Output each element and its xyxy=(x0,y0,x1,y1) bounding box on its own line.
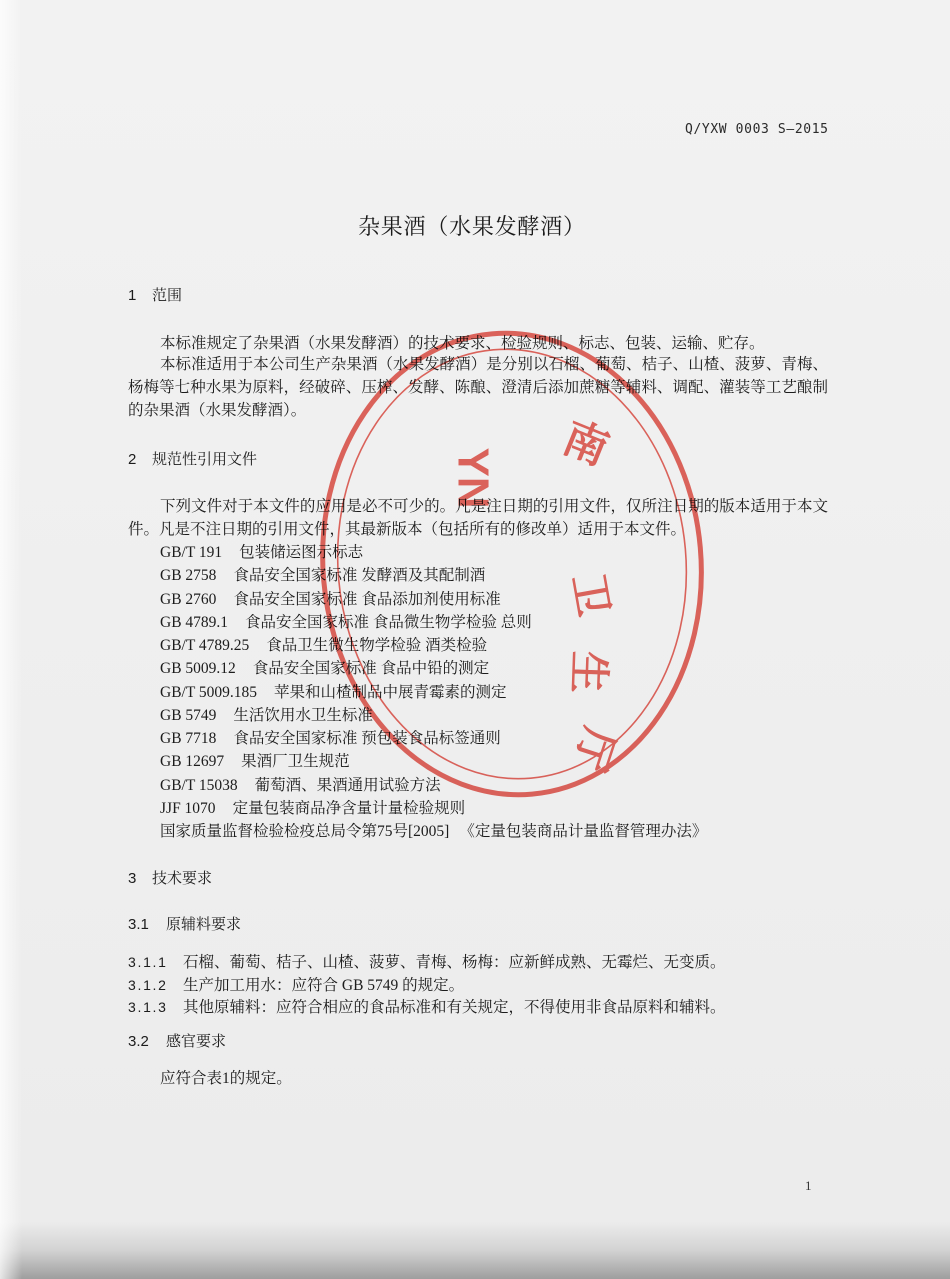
subsection-number: 3.1 xyxy=(128,916,149,933)
subsection-title: 感官要求 xyxy=(166,1033,227,1050)
section-3-heading xyxy=(128,868,212,890)
section-number: 3 xyxy=(128,870,137,887)
section-title: 规范性引用文件 xyxy=(152,451,258,468)
reference-code: GB 5009.12 xyxy=(160,660,236,678)
seal-lettering: 生 xyxy=(563,650,612,694)
reference-title: 苹果和山楂制品中展青霉素的测定 xyxy=(274,683,507,701)
reference-list xyxy=(160,541,828,843)
reference-item xyxy=(160,657,828,680)
reference-code: GB 2760 xyxy=(160,590,217,608)
clause-number: 3.1.1 xyxy=(128,954,168,970)
seal-lettering: 南 xyxy=(556,412,616,475)
reference-code: GB/T 15038 xyxy=(160,776,238,794)
reference-code: GB 12697 xyxy=(160,753,225,771)
reference-code: GB/T 5009.185 xyxy=(160,683,258,701)
section-1-heading xyxy=(128,285,182,307)
reference-title: 食品安全国家标准 预包装食品标签通则 xyxy=(233,730,501,747)
subsection-3-1-heading xyxy=(128,914,241,936)
reference-title: 葡萄酒、果酒通用试验方法 xyxy=(254,776,441,794)
subsection-title: 原辅料要求 xyxy=(166,916,242,933)
sensory-requirement-text: 应符合表1的规定。 xyxy=(160,1070,292,1087)
clause-text: 生产加工用水：应符合 GB 5749 的规定。 xyxy=(183,976,465,994)
reference-item xyxy=(160,797,828,820)
reference-code: GB 2758 xyxy=(160,567,217,585)
reference-title: 食品安全国家标准 发酵酒及其配制酒 xyxy=(233,567,486,585)
reference-code: GB 7718 xyxy=(160,730,217,747)
reference-title: 包装储运图示标志 xyxy=(239,544,364,561)
subsection-3-2-heading xyxy=(128,1031,226,1053)
references-intro-line-2: 件。凡是不注日期的引用文件，其最新版本（包括所有的修改单）适用于本文件。 xyxy=(128,521,687,538)
scope-paragraph-1: 本标准规定了杂果酒（水果发酵酒）的技术要求、检验规则、标志、包装、运输、贮存。 xyxy=(160,335,765,352)
reference-title: 定量包装商品净含量计量检验规则 xyxy=(232,799,466,817)
reference-title: 《定量包装商品计量监督管理办法》 xyxy=(459,823,708,840)
clause-text: 石榴、葡萄、桔子、山楂、菠萝、青梅、杨梅：应新鲜成熟、无霉烂、无变质。 xyxy=(183,954,726,971)
section-title: 范围 xyxy=(152,287,183,304)
reference-title: 食品安全国家标准 食品添加剂使用标准 xyxy=(233,590,501,608)
reference-title: 果酒厂卫生规范 xyxy=(241,753,350,771)
scan-edge xyxy=(0,0,22,1279)
reference-code: GB 4789.1 xyxy=(160,613,229,631)
scope-paragraph-2-line-1: 本标准适用于本公司生产杂果酒（水果发酵酒）是分别以石榴、葡萄、桔子、山楂、菠萝、青梅、 xyxy=(160,356,829,373)
reference-item xyxy=(160,820,828,843)
reference-item xyxy=(160,564,828,587)
reference-code: GB 5749 xyxy=(160,706,217,724)
reference-item xyxy=(160,750,828,773)
references-intro-line-1: 下列文件对于本文件的应用是必不可少的。凡是注日期的引用文件，仅所注日期的版本适用于本文 xyxy=(160,498,829,515)
reference-title: 食品安全国家标准 食品中铅的测定 xyxy=(252,660,490,678)
section-number: 1 xyxy=(128,287,137,304)
section-2-heading xyxy=(128,449,257,471)
reference-item xyxy=(160,634,828,657)
page-number: 1 xyxy=(805,1178,812,1193)
reference-code: 国家质量监督检验检疫总局令第75号[2005] xyxy=(160,823,450,840)
seal-lettering: 卫 xyxy=(563,570,616,621)
reference-item xyxy=(160,541,828,564)
reference-title: 食品安全国家标准 食品微生物学检验 总则 xyxy=(245,613,532,631)
subsection-number: 3.2 xyxy=(128,1033,149,1050)
standard-code: Q/YXW 0003 S—2015 xyxy=(685,122,829,137)
clause-item xyxy=(128,974,828,997)
clause-number: 3.1.3 xyxy=(128,999,168,1016)
reference-item xyxy=(160,774,828,797)
reference-title: 生活饮用水卫生标准 xyxy=(233,706,373,724)
reference-item xyxy=(160,704,828,727)
clause-list xyxy=(128,951,828,1019)
reference-code: JJF 1070 xyxy=(160,799,216,817)
reference-title: 食品卫生微生物学检验 酒类检验 xyxy=(266,637,488,654)
scope-paragraph-2-line-3: 的杂果酒（水果发酵酒）。 xyxy=(128,402,307,419)
section-title: 技术要求 xyxy=(152,870,213,887)
clause-number: 3.1.2 xyxy=(128,976,168,993)
seal-lettering: 厅 xyxy=(564,721,622,777)
document-title: 杂果酒（水果发酵酒） xyxy=(358,214,586,239)
reference-item xyxy=(160,588,828,611)
seal-lettering: YN xyxy=(448,447,498,509)
reference-item xyxy=(160,727,828,750)
clause-item xyxy=(128,996,828,1019)
reference-code: GB/T 191 xyxy=(160,544,223,561)
reference-code: GB/T 4789.25 xyxy=(160,637,250,654)
clause-text: 其他原辅料：应符合相应的食品标准和有关规定，不得使用非食品原料和辅料。 xyxy=(183,999,726,1017)
clause-item xyxy=(128,951,828,974)
section-number: 2 xyxy=(128,451,137,468)
reference-item xyxy=(160,681,828,704)
reference-item xyxy=(160,611,828,634)
scope-paragraph-2-line-2: 杨梅等七种水果为原料，经破碎、压榨、发酵、陈酿、澄清后添加蔗糖等辅料、调配、灌装等工艺酿制 xyxy=(128,379,829,396)
